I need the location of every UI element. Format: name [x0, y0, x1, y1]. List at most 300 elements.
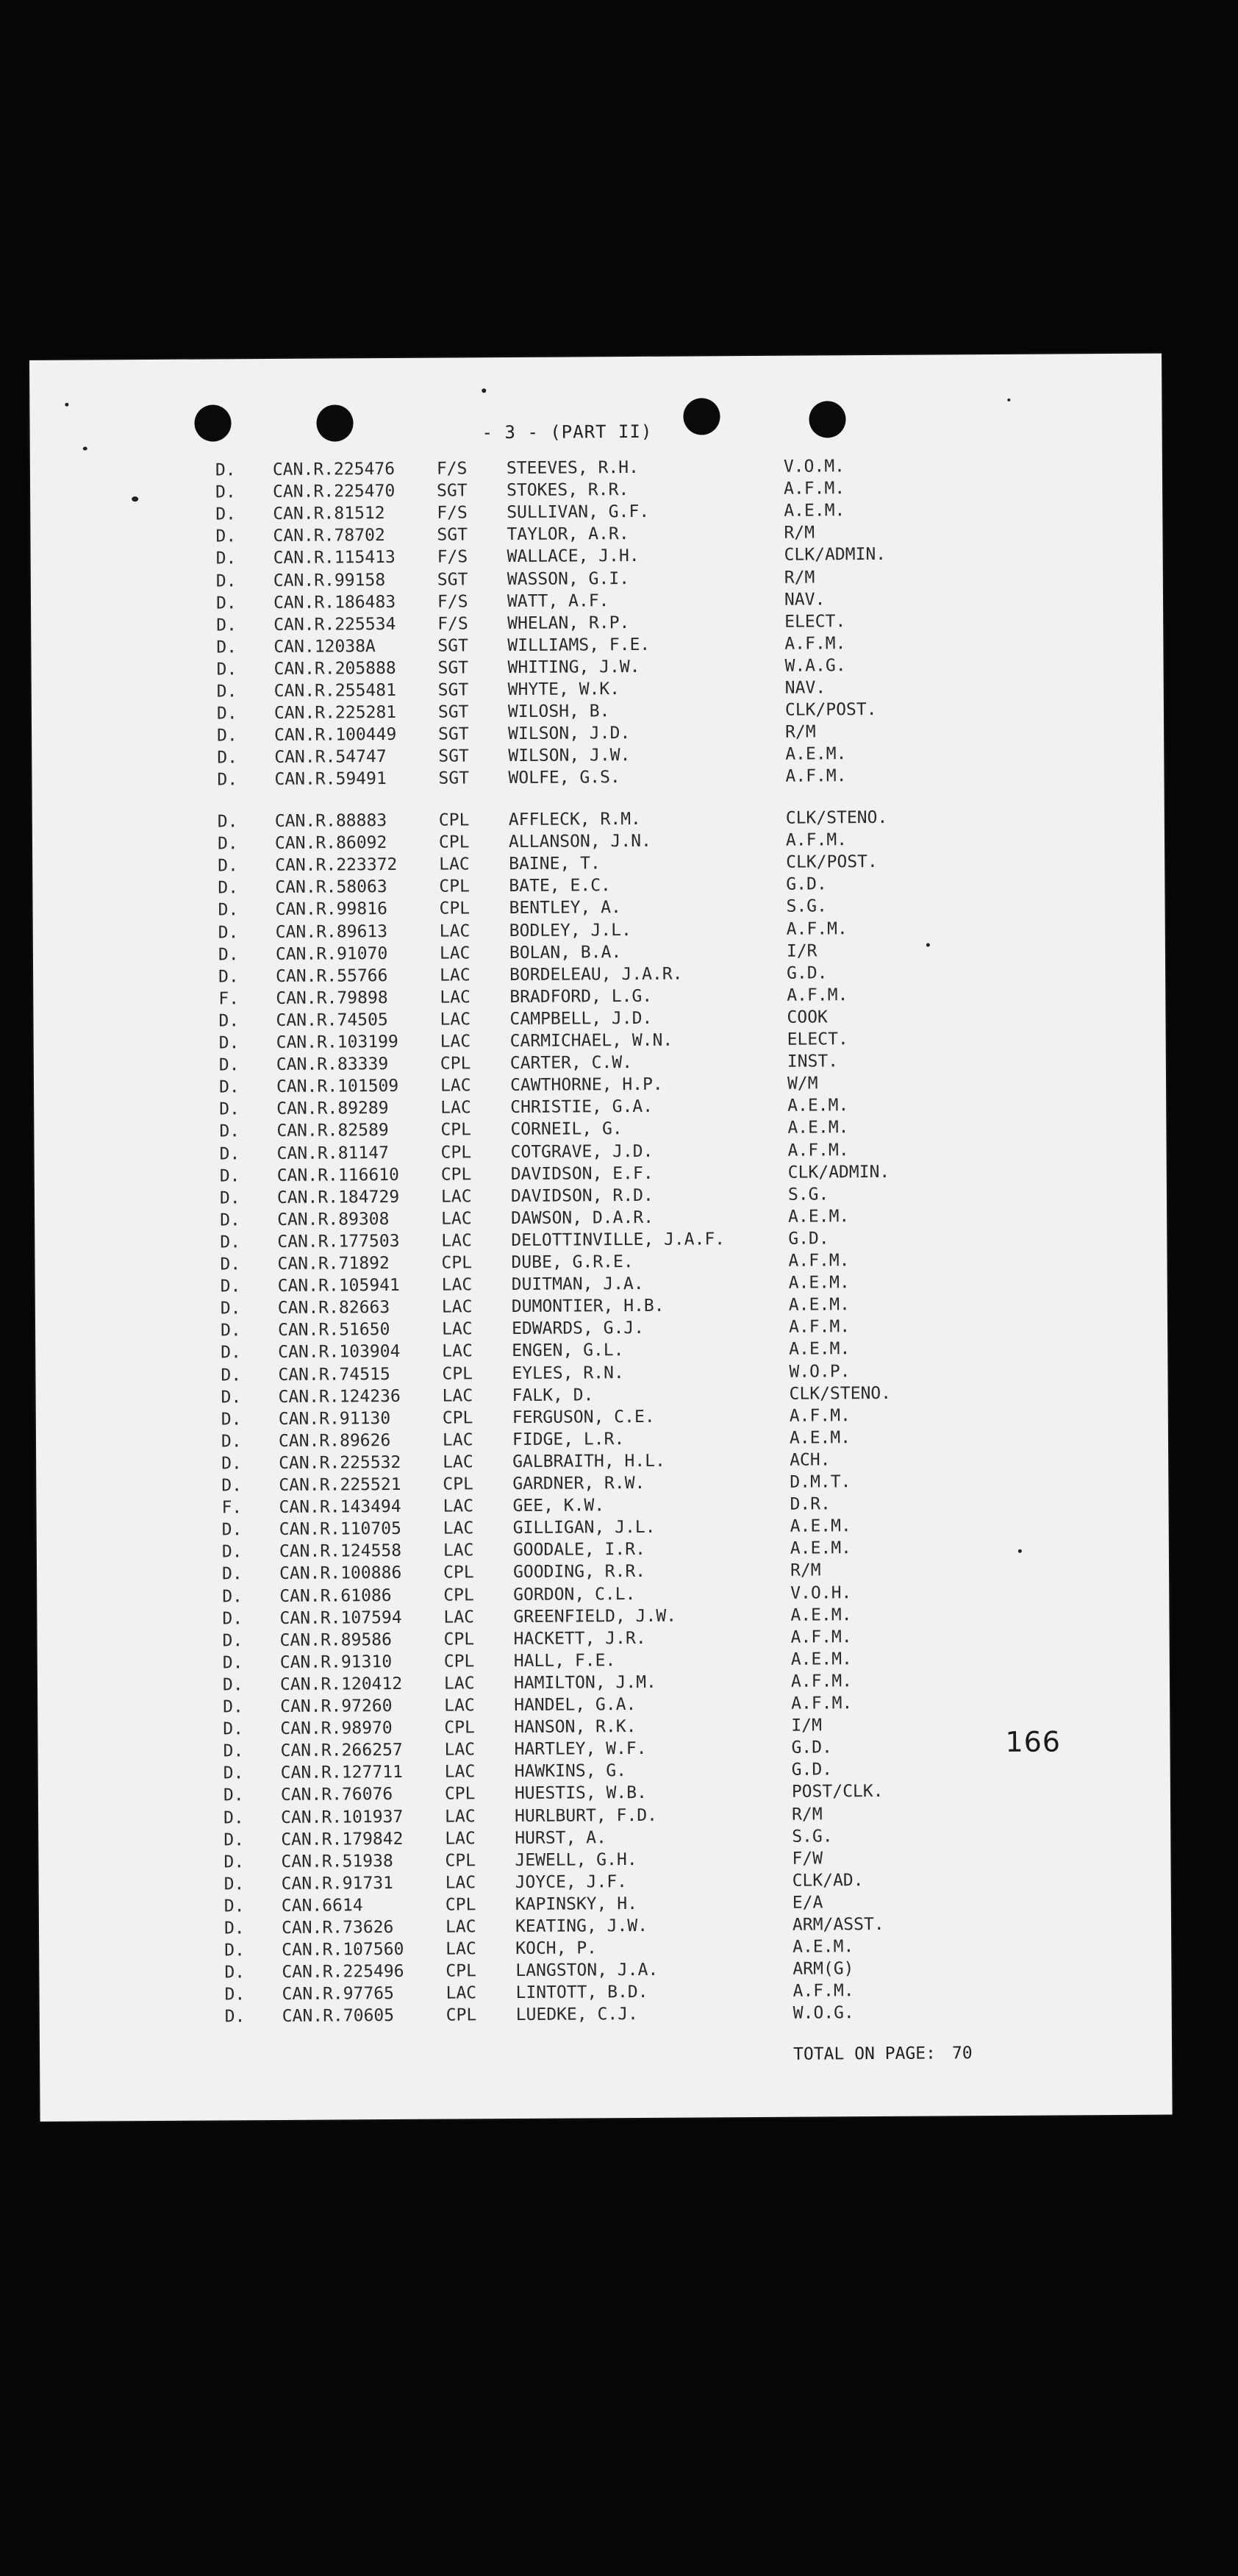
cell-number: CAN.R.120412 — [279, 1674, 403, 1694]
cell-trade: A.E.M. — [790, 1649, 852, 1669]
cell-name: GEE, K.W. — [512, 1496, 605, 1516]
cell-number: CAN.R.89613 — [275, 921, 388, 942]
cell-trade: A.E.M. — [787, 1096, 849, 1116]
cell-rank: F/S — [437, 614, 468, 634]
cell-status: D. — [224, 1963, 246, 1983]
cell-number: CAN.R.89626 — [278, 1430, 391, 1451]
cell-trade: A.E.M. — [788, 1295, 851, 1315]
cell-trade: V.O.H. — [790, 1583, 852, 1603]
cell-rank: SGT — [437, 481, 468, 501]
cell-status: D. — [219, 1166, 240, 1186]
cell-trade: W.A.G. — [784, 656, 846, 676]
cell-name: LUEDKE, C.J. — [515, 2005, 639, 2025]
cell-status: D. — [216, 615, 237, 635]
cell-status: D. — [218, 944, 239, 965]
cell-status: D. — [220, 1321, 241, 1341]
cell-number: CAN.R.101509 — [276, 1077, 399, 1097]
cell-number: CAN.R.124558 — [279, 1541, 402, 1562]
cell-rank: CPL — [440, 1142, 472, 1163]
cell-name: COTGRAVE, J.D. — [510, 1141, 654, 1162]
cell-trade: A.E.M. — [790, 1605, 852, 1625]
cell-number: CAN.R.225521 — [279, 1474, 401, 1495]
cell-status: D. — [218, 1011, 240, 1031]
cell-name: GOODALE, I.R. — [512, 1540, 645, 1560]
cell-number: CAN.R.255481 — [273, 680, 397, 701]
cell-status: D. — [223, 1697, 243, 1717]
cell-trade: ARM(G) — [792, 1959, 854, 1979]
cell-rank: LAC — [444, 1696, 475, 1716]
cell-status: D. — [218, 1033, 240, 1053]
cell-status: D. — [221, 1454, 242, 1474]
cell-status: D. — [221, 1387, 242, 1407]
cell-name: DUMONTIER, H.B. — [511, 1296, 665, 1317]
cell-number: CAN.R.101937 — [281, 1807, 404, 1827]
cell-name: CORNEIL, G. — [510, 1119, 623, 1140]
cell-rank: CPL — [443, 1652, 475, 1671]
cell-name: BENTLEY, A. — [509, 898, 621, 918]
cell-name: WILSON, J.W. — [508, 746, 631, 766]
cell-name: CAWTHORNE, H.P. — [509, 1074, 663, 1096]
cell-name: GILLIGAN, J.L. — [512, 1518, 656, 1538]
cell-status: D. — [222, 1630, 243, 1651]
cell-name: HACKETT, J.R. — [513, 1628, 646, 1649]
cell-status: D. — [215, 504, 237, 524]
cell-number: CAN.R.88883 — [274, 811, 387, 831]
cell-rank: LAC — [442, 1341, 473, 1361]
cell-number: CAN.R.97765 — [282, 1984, 394, 2005]
cell-trade: A.F.M. — [785, 830, 848, 850]
cell-name: STOKES, R.R. — [507, 480, 629, 501]
cell-number: CAN.R.89308 — [277, 1209, 390, 1230]
cell-number: CAN.R.127711 — [280, 1763, 403, 1783]
cell-status: D. — [217, 748, 238, 768]
cell-name: HUESTIS, W.B. — [514, 1783, 648, 1804]
cell-trade: NAV. — [784, 678, 826, 698]
cell-name: CARTER, C.W. — [509, 1053, 633, 1074]
cell-name: BODLEY, J.L. — [509, 920, 631, 941]
cell-status: D. — [220, 1255, 241, 1274]
cell-trade: CLK/POST. — [784, 700, 877, 720]
cell-trade: W.O.P. — [789, 1361, 851, 1382]
cell-rank: CPL — [438, 832, 470, 852]
cell-status: D. — [222, 1586, 243, 1606]
cell-status: D. — [219, 1188, 240, 1208]
cell-status: D. — [224, 2007, 246, 2027]
cell-status: D. — [223, 1874, 245, 1894]
cell-trade: F/W — [792, 1849, 823, 1869]
cell-number: CAN.R.186483 — [273, 592, 396, 613]
cell-trade: R/M — [790, 1560, 821, 1581]
cell-name: HURLBURT, F.D. — [515, 1805, 658, 1826]
cell-number: CAN.R.225532 — [279, 1452, 401, 1473]
cell-trade: E/A — [792, 1893, 823, 1913]
cell-trade: A.F.M. — [786, 918, 848, 939]
cell-name: GOODING, R.R. — [513, 1562, 646, 1583]
cell-status: D. — [221, 1520, 243, 1540]
cell-name: LINTOTT, B.D. — [515, 1983, 648, 2003]
cell-status: D. — [218, 1055, 240, 1075]
cell-trade: I/R — [786, 941, 817, 961]
cell-number: CAN.R.103904 — [278, 1342, 401, 1363]
cell-status: D. — [223, 1852, 245, 1872]
cell-rank: LAC — [443, 1519, 474, 1538]
cell-rank: CPL — [443, 1630, 475, 1649]
cell-status: D. — [216, 660, 237, 679]
cell-trade: D.M.T. — [790, 1472, 851, 1492]
cell-trade: G.D. — [791, 1738, 833, 1758]
cell-rank: CPL — [445, 1851, 476, 1871]
cell-status: D. — [217, 812, 238, 832]
cell-number: CAN.R.99158 — [273, 570, 386, 591]
cell-name: HANSON, R.K. — [514, 1717, 637, 1738]
cell-trade: A.F.M. — [784, 479, 845, 499]
cell-status: D. — [222, 1675, 243, 1695]
cell-status: D. — [223, 1719, 244, 1739]
speck — [1007, 399, 1010, 402]
cell-name: GREENFIELD, J.W. — [513, 1606, 677, 1627]
cell-number: CAN.R.205888 — [273, 658, 396, 679]
cell-number: CAN.6614 — [281, 1896, 363, 1916]
cell-name: HURST, A. — [515, 1827, 607, 1848]
cell-trade: ARM/ASST. — [792, 1914, 884, 1935]
cell-name: WALLACE, J.H. — [507, 546, 640, 567]
cell-name: WHITING, J.W. — [507, 657, 640, 677]
cell-name: FERGUSON, C.E. — [512, 1407, 655, 1427]
cell-name: HALL, F.E. — [513, 1650, 616, 1671]
cell-rank: LAC — [441, 1231, 472, 1251]
cell-name: WHELAN, R.P. — [507, 613, 630, 633]
cell-rank: LAC — [443, 1607, 475, 1627]
cell-name: HAMILTON, J.M. — [513, 1672, 656, 1693]
cell-trade: A.E.M. — [789, 1339, 851, 1360]
cell-status: D. — [217, 726, 237, 746]
cell-number: CAN.R.179842 — [281, 1829, 404, 1849]
speck — [83, 447, 87, 451]
cell-rank: LAC — [440, 1010, 471, 1030]
cell-trade: R/M — [784, 567, 815, 588]
cell-number: CAN.R.115413 — [273, 548, 396, 568]
cell-status: D. — [223, 1808, 244, 1827]
cell-name: BRADFORD, L.G. — [509, 986, 653, 1007]
punch-hole — [683, 398, 720, 435]
cell-status: D. — [218, 966, 239, 987]
cell-name: DAVIDSON, R.D. — [510, 1185, 654, 1206]
cell-trade: R/M — [792, 1804, 823, 1824]
cell-rank: SGT — [437, 569, 468, 590]
cell-number: CAN.R.100886 — [279, 1563, 402, 1584]
cell-rank: F/S — [437, 547, 468, 568]
cell-number: CAN.12038A — [273, 636, 376, 657]
cell-name: GALBRAITH, H.L. — [512, 1451, 665, 1471]
cell-rank: CPL — [439, 877, 470, 896]
cell-name: KEATING, J.W. — [515, 1916, 648, 1937]
cell-rank: SGT — [437, 658, 469, 678]
cell-number: CAN.R.184729 — [276, 1187, 400, 1207]
cell-number: CAN.R.107560 — [282, 1940, 404, 1960]
cell-status: D. — [215, 482, 236, 502]
cell-status: D. — [218, 856, 238, 876]
cell-rank: CPL — [444, 1784, 476, 1804]
cell-trade: CLK/AD. — [792, 1870, 864, 1891]
cell-number: CAN.R.71892 — [277, 1254, 390, 1274]
cell-trade: S.G. — [786, 896, 828, 917]
cell-number: CAN.R.143494 — [279, 1497, 401, 1518]
cell-number: CAN.R.105941 — [277, 1276, 400, 1296]
cell-number: CAN.R.61086 — [279, 1585, 392, 1606]
cell-number: CAN.R.81512 — [273, 504, 385, 524]
cell-status: F. — [218, 989, 240, 1009]
cell-rank: LAC — [441, 1209, 472, 1229]
cell-trade: A.E.M. — [789, 1428, 851, 1448]
total-line — [793, 2044, 973, 2063]
cell-status: D. — [215, 460, 236, 480]
cell-number: CAN.R.225476 — [272, 459, 396, 479]
cell-rank: LAC — [443, 1674, 475, 1694]
cell-rank: SGT — [437, 636, 469, 656]
cell-name: JOYCE, J.F. — [515, 1872, 628, 1892]
cell-rank: LAC — [446, 1983, 477, 2003]
punch-hole — [194, 404, 231, 441]
cell-status: D. — [223, 1919, 245, 1938]
cell-number: CAN.R.91310 — [279, 1652, 393, 1672]
cell-status: D. — [220, 1210, 240, 1230]
cell-trade: A.F.M. — [785, 766, 847, 787]
cell-number: CAN.R.107594 — [279, 1608, 402, 1628]
speck — [65, 403, 68, 407]
cell-rank: SGT — [437, 680, 469, 700]
cell-name: HAWKINS, G. — [514, 1761, 627, 1782]
cell-trade: COOK — [787, 1007, 828, 1027]
cell-number: CAN.R.177503 — [277, 1231, 400, 1252]
cell-name: TAYLOR, A.R. — [507, 524, 629, 545]
cell-rank: LAC — [440, 1098, 471, 1118]
cell-rank: LAC — [445, 1873, 476, 1893]
cell-trade: S.G. — [787, 1185, 829, 1205]
cell-status: D. — [217, 834, 238, 854]
cell-rank: CPL — [439, 899, 470, 918]
cell-rank: SGT — [437, 702, 469, 722]
cell-name: DUITMAN, J.A. — [511, 1274, 644, 1295]
cell-number: CAN.R.79898 — [276, 988, 388, 1008]
cell-status: D. — [221, 1476, 243, 1496]
cell-rank: LAC — [445, 1806, 476, 1827]
cell-status: D. — [219, 1121, 240, 1141]
punch-hole — [316, 404, 353, 441]
cell-name: WILOSH, B. — [507, 702, 610, 722]
cell-name: STEEVES, R.H. — [506, 457, 640, 479]
cell-name: KOCH, P. — [515, 1938, 598, 1959]
cell-rank: CPL — [443, 1474, 473, 1494]
cell-number: CAN.R.89289 — [276, 1099, 389, 1119]
cell-status: D. — [215, 593, 237, 613]
cell-rank: LAC — [440, 966, 470, 985]
cell-status: F. — [221, 1498, 243, 1518]
cell-name: GORDON, C.L. — [513, 1584, 636, 1605]
cell-number: CAN.R.86092 — [274, 833, 387, 854]
cell-number: CAN.R.76076 — [280, 1785, 393, 1805]
cell-trade: G.D. — [791, 1760, 833, 1780]
cell-rank: LAC — [445, 1828, 476, 1849]
cell-trade: G.D. — [788, 1229, 829, 1249]
page-heading: - 3 - (PART II) — [482, 421, 653, 443]
cell-rank: LAC — [440, 988, 470, 1007]
cell-name: BAINE, T. — [509, 854, 601, 874]
cell-name: LANGSTON, J.A. — [515, 1960, 659, 1981]
cell-number: CAN.R.110705 — [279, 1519, 401, 1540]
cell-number: CAN.R.91130 — [278, 1408, 391, 1429]
cell-rank: LAC — [439, 854, 470, 874]
cell-number: CAN.R.59491 — [274, 769, 387, 790]
cell-number: CAN.R.82589 — [276, 1121, 389, 1141]
cell-number: CAN.R.225281 — [273, 703, 397, 724]
cell-trade: NAV. — [784, 589, 826, 610]
cell-trade: A.F.M. — [787, 985, 848, 1005]
cell-name: WHYTE, W.K. — [507, 679, 620, 700]
cell-rank: CPL — [446, 1961, 477, 1981]
cell-trade: G.D. — [786, 874, 827, 895]
cell-trade: A.F.M. — [788, 1317, 851, 1338]
cell-trade: A.F.M. — [790, 1671, 853, 1691]
cell-status: D. — [215, 549, 237, 568]
cell-name: BORDELEAU, J.A.R. — [509, 964, 683, 985]
cell-rank: LAC — [441, 1275, 473, 1295]
cell-rank: CPL — [440, 1054, 471, 1074]
cell-number: CAN.R.91731 — [281, 1873, 394, 1894]
cell-rank: LAC — [439, 921, 470, 941]
cell-rank: CPL — [441, 1253, 473, 1273]
punch-hole — [809, 401, 845, 438]
cell-trade: S.G. — [792, 1826, 833, 1847]
cell-rank: SGT — [437, 525, 468, 545]
cell-number: CAN.R.100449 — [274, 725, 397, 746]
cell-rank: CPL — [444, 1718, 475, 1738]
cell-status: D. — [223, 1897, 245, 1916]
cell-number: CAN.R.73626 — [281, 1918, 394, 1938]
cell-trade: A.F.M. — [791, 1694, 853, 1713]
cell-name: DAWSON, D.A.R. — [511, 1207, 654, 1228]
cell-number: CAN.R.225470 — [273, 482, 396, 502]
cell-name: CAMPBELL, J.D. — [509, 1008, 653, 1029]
cell-trade: A.E.M. — [792, 1937, 854, 1957]
cell-rank: CPL — [442, 1363, 473, 1384]
cell-number: CAN.R.78702 — [273, 526, 385, 546]
cell-rank: LAC — [444, 1740, 476, 1760]
cell-number: CAN.R.98970 — [280, 1719, 393, 1739]
cell-status: D. — [218, 900, 239, 920]
cell-rank: LAC — [442, 1430, 473, 1450]
cell-trade: R/M — [784, 523, 815, 543]
cell-rank: CPL — [446, 2005, 477, 2025]
cell-status: D. — [216, 638, 237, 657]
cell-rank: SGT — [438, 724, 469, 744]
cell-number: CAN.R.55766 — [276, 966, 388, 986]
cell-trade: CLK/POST. — [786, 852, 878, 872]
cell-name: ALLANSON, J.N. — [508, 831, 651, 852]
cell-trade: ELECT. — [787, 1030, 848, 1049]
cell-trade: A.F.M. — [784, 634, 846, 654]
cell-rank: CPL — [442, 1408, 473, 1428]
cell-rank: LAC — [443, 1452, 473, 1472]
speck — [482, 388, 486, 393]
cell-rank: LAC — [445, 1917, 476, 1937]
cell-number: CAN.R.89586 — [279, 1630, 393, 1650]
cell-status: D. — [221, 1409, 242, 1430]
cell-name: EYLES, R.N. — [512, 1363, 624, 1383]
cell-name: FALK, D. — [512, 1385, 594, 1405]
cell-trade: POST/CLK. — [791, 1782, 884, 1802]
cell-status: D. — [219, 1099, 240, 1119]
cell-number: CAN.R.51938 — [281, 1851, 393, 1872]
cell-status: D. — [223, 1763, 244, 1783]
cell-number: CAN.R.70605 — [282, 2006, 395, 2027]
cell-number: CAN.R.58063 — [275, 877, 387, 898]
cell-rank: CPL — [443, 1585, 474, 1605]
cell-number: CAN.R.51650 — [277, 1320, 390, 1341]
cell-number: CAN.R.124236 — [278, 1386, 401, 1407]
cell-status: D. — [215, 527, 237, 546]
cell-number: CAN.R.81147 — [276, 1143, 389, 1163]
cell-name: WASSON, G.I. — [507, 568, 630, 589]
cell-status: D. — [218, 1077, 240, 1097]
cell-trade: CLK/ADMIN. — [787, 1162, 890, 1182]
cell-trade: A.F.M. — [789, 1405, 851, 1426]
cell-status: D. — [220, 1277, 241, 1296]
cell-name: GARDNER, R.W. — [512, 1473, 645, 1494]
cell-rank: F/S — [436, 459, 468, 479]
cell-status: D. — [216, 704, 237, 724]
cell-trade: G.D. — [787, 963, 828, 983]
cell-status: D. — [218, 922, 239, 942]
cell-rank: SGT — [438, 768, 470, 789]
cell-rank: CPL — [440, 1120, 472, 1140]
cell-trade: A.F.M. — [787, 1140, 849, 1160]
cell-trade: CLK/STENO. — [785, 807, 888, 828]
cell-trade: A.E.M. — [784, 501, 845, 521]
cell-trade: INST. — [787, 1052, 839, 1071]
cell-number: CAN.R.116610 — [276, 1165, 400, 1185]
cell-rank: LAC — [440, 1076, 471, 1096]
cell-rank: LAC — [442, 1385, 473, 1406]
cell-status: D. — [222, 1653, 243, 1673]
cell-number: CAN.R.97260 — [280, 1696, 393, 1716]
cell-rank: LAC — [441, 1297, 473, 1317]
cell-number: CAN.R.91070 — [275, 943, 388, 964]
page-number: 166 — [1005, 1725, 1062, 1758]
cell-status: D. — [221, 1365, 242, 1385]
cell-name: WILSON, J.D. — [508, 724, 631, 744]
cell-status: D. — [222, 1564, 243, 1584]
cell-name: DAVIDSON, E.F. — [510, 1163, 654, 1184]
cell-name: HANDEL, G.A. — [514, 1694, 637, 1716]
cell-rank: F/S — [437, 503, 468, 523]
cell-status: D. — [223, 1785, 244, 1805]
cell-rank: CPL — [440, 1164, 472, 1185]
cell-status: D. — [218, 878, 239, 898]
cell-name: AFFLECK, R.M. — [508, 809, 641, 830]
cell-status: D. — [220, 1299, 241, 1319]
cell-number: CAN.R.266257 — [280, 1741, 403, 1761]
cell-number: CAN.R.223372 — [275, 855, 398, 876]
cell-name: WATT, A.F. — [507, 591, 609, 611]
cell-status: D. — [224, 1941, 245, 1960]
document-page — [29, 354, 1173, 2122]
cell-name: CARMICHAEL, W.N. — [509, 1030, 673, 1052]
cell-number: CAN.R.74515 — [278, 1364, 390, 1385]
cell-status: D. — [221, 1343, 242, 1363]
cell-trade: A.E.M. — [788, 1273, 850, 1293]
cell-number: CAN.R.83339 — [276, 1055, 389, 1075]
cell-rank: LAC — [440, 1032, 471, 1052]
